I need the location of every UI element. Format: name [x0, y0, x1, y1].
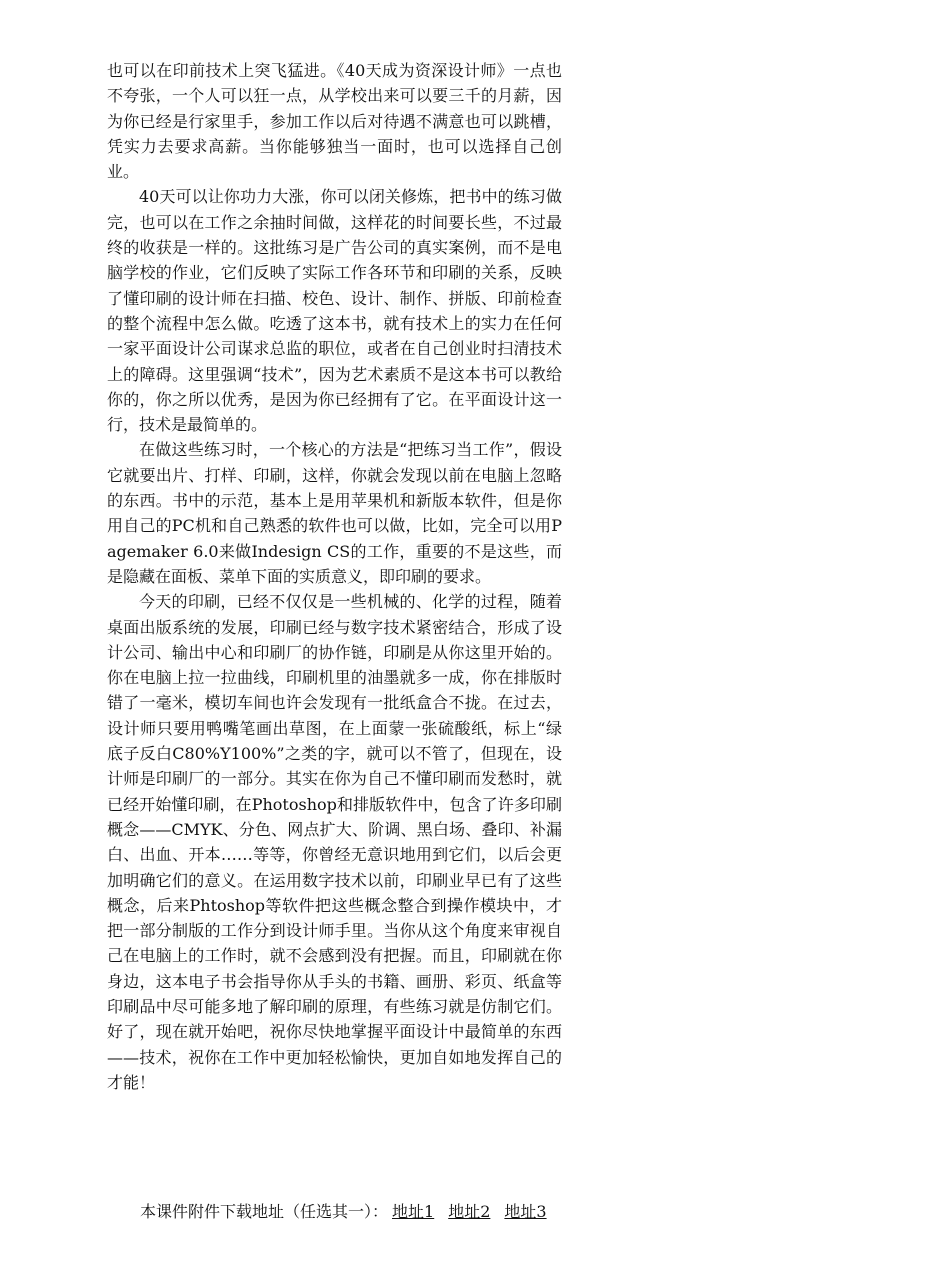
paragraph-4: 今天的印刷，已经不仅仅是一些机械的、化学的过程，随着桌面出版系统的发展，印刷已经与数字技术紧密结合，形成了设计公司、输出中心和印刷厂的协作链，印刷是从你这里开始的。你在电脑上拉一拉曲线，印刷机里的油墨就多一成，你在排版时错了一毫米，模切车间也许会发现有一批纸盒合不拢。在过去，设计师只要用鸭嘴笔画出草图，在上面蒙一张硫酸纸，标上“绿底子反白C80%Y100%”之类的字，就可以不管了，但现在，设计师是印刷厂的一部分。其实在你为自己不懂印刷而发愁时，就已经开始懂印刷，在Photoshop和排版软件中，包含了许多印刷概念——CMYK、分色、网点扩大、阶调、黑白场、叠印、补漏白、出血、开本……等等，你曾经无意识地用到它们，以后会更加明确它们的意义。在运用数字技术以前，印刷业早已有了这些概念，后来Phtoshop等软件把这些概念整合到操作模块中，才把一部分制版的工作分到设计师手里。当你从这个角度来审视自己在电脑上的工作时，就不会感到没有把握。而且，印刷就在你身边，这本电子书会指导你从手头的书籍、画册、彩页、纸盒等印刷品中尽可能多地了解印刷的原理，有些练习就是仿制它们。好了，现在就开始吧，祝你尽快地掌握平面设计中最简单的东西——技术，祝你在工作中更加轻松愉快，更加自如地发挥自己的才能！	[107, 592, 562, 1092]
download-footer	[140, 1200, 547, 1224]
paragraph-1: 也可以在印前技术上突飞猛进。《40天成为资深设计师》一点也不夸张，一个人可以狂一点，从学校出来可以要三千的月薪，因为你已经是行家里手，参加工作以后对待遇不满意也可以跳槽，凭实力去要求高薪。当你能够独当一面时，也可以选择自己创业。	[107, 61, 562, 182]
download-link-2[interactable]: 地址2	[448, 1202, 491, 1221]
download-label: 本课件附件下载地址（任选其一）：	[140, 1202, 389, 1221]
download-link-3[interactable]: 地址3	[504, 1202, 547, 1221]
body-text	[107, 58, 562, 1095]
paragraph-3: 在做这些练习时，一个核心的方法是“把练习当工作”，假设它就要出片、打样、印刷，这样，你就会发现以前在电脑上忽略的东西。书中的示范，基本上是用苹果机和新版本软件，但是你用自己的PC机和自己熟悉的软件也可以做，比如，完全可以用Pagemaker 6.0来做Indesign CS的工作，重要的不是这些，而是隐藏在面板、菜单下面的实质意义，即印刷的要求。	[107, 440, 562, 586]
download-link-1[interactable]: 地址1	[392, 1202, 435, 1221]
paragraph-2: 40天可以让你功力大涨，你可以闭关修炼，把书中的练习做完，也可以在工作之余抽时间做，这样花的时间要长些，不过最终的收获是一样的。这批练习是广告公司的真实案例，而不是电脑学校的作业，它们反映了实际工作各环节和印刷的关系，反映了懂印刷的设计师在扫描、校色、设计、制作、拼版、印前检查的整个流程中怎么做。吃透了这本书，就有技术上的实力在任何一家平面设计公司谋求总监的职位，或者在自己创业时扫清技术上的障碍。这里强调“技术”，因为艺术素质不是这本书可以教给你的，你之所以优秀，是因为你已经拥有了它。在平面设计这一行，技术是最简单的。	[107, 187, 562, 435]
